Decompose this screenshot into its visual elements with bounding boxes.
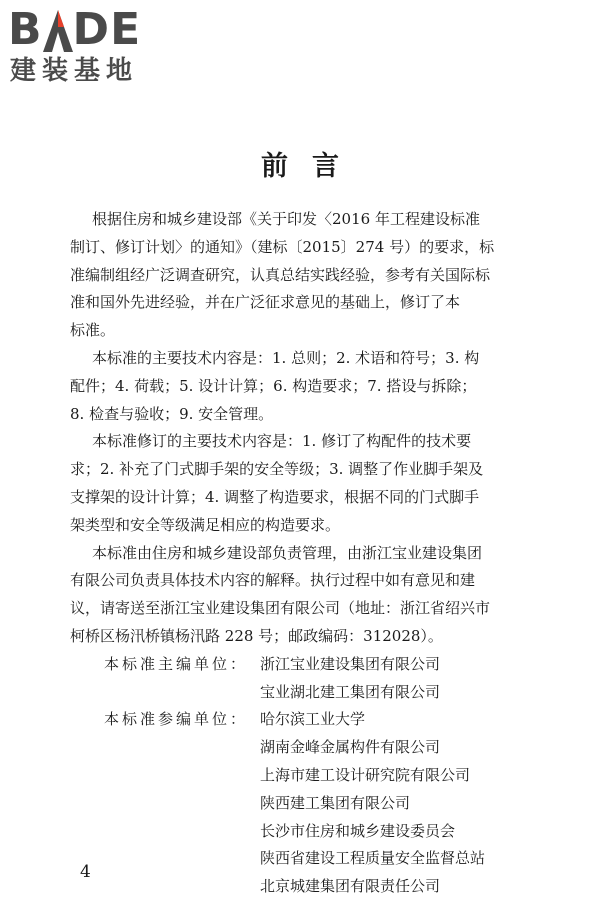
participating-units-label-spacer [92, 734, 260, 762]
logo-letters-prefix: B [8, 4, 43, 55]
paragraph-line: 根据住房和城乡建设部《关于印发〈2016 年工程建设标准 [92, 210, 480, 228]
chief-units-block [92, 651, 560, 707]
participating-units-label: 本标准参编单位： [104, 710, 249, 729]
logo-wordmark [8, 4, 178, 55]
participating-units-row [92, 790, 560, 818]
paragraph-line: 标准。 [70, 321, 116, 340]
participating-units-row [92, 845, 560, 873]
chief-units-row-1 [92, 651, 560, 679]
participating-units-row [92, 873, 560, 901]
paragraph-line: 本标准的主要技术内容是：1. 总则；2. 术语和符号；3. 构 [92, 348, 480, 367]
participating-unit-name: 湖南金峰金属构件有限公司 [260, 738, 441, 757]
participating-unit-name: 陕西建工集团有限公司 [260, 793, 411, 812]
preface-paragraph [70, 206, 560, 345]
paragraph-line: 8. 检查与验收；9. 安全管理。 [70, 404, 274, 423]
participating-units-label-spacer [92, 762, 260, 790]
preface-paragraph [70, 540, 560, 651]
paragraph-line: 本标准修订的主要技术内容是：1. 修订了构配件的技术要 [92, 432, 472, 451]
participating-unit-name: 哈尔滨工业大学 [260, 710, 366, 729]
participating-units-block [92, 706, 560, 901]
page-title: 前言 [261, 151, 363, 182]
chief-unit-name: 浙江宝业建设集团有限公司 [260, 654, 441, 673]
page-number: 4 [80, 862, 91, 882]
paragraph-line: 准编制组经广泛调查研究，认真总结实践经验，参考有关国际标 [70, 265, 491, 284]
participating-units-label-spacer [92, 845, 260, 873]
participating-units-row [92, 734, 560, 762]
paragraph-line: 准和国外先进经验，并在广泛征求意见的基础上，修订了本 [70, 293, 461, 312]
paragraph-line: 柯桥区杨汛桥镇杨汛路 228 号；邮政编码：312028）。 [70, 626, 443, 645]
chief-units-row-2 [92, 679, 560, 707]
document-body [70, 206, 560, 901]
brand-logo [8, 4, 178, 86]
participating-unit-name: 北京城建集团有限责任公司 [260, 877, 441, 896]
chief-units-label-spacer [92, 679, 260, 707]
paragraph-line: 配件；4. 荷载；5. 设计计算；6. 构造要求；7. 搭设与拆除； [70, 376, 477, 395]
logo-subtitle: 建装基地 [10, 56, 139, 86]
participating-units-row-1 [92, 706, 560, 734]
paragraph-line: 有限公司负责具体技术内容的解释。执行过程中如有意见和建 [70, 571, 476, 590]
participating-units-row [92, 818, 560, 846]
paragraph-line: 架类型和安全等级满足相应的构造要求。 [70, 515, 341, 534]
paragraph-line: 议，请寄送至浙江宝业建设集团有限公司（地址：浙江省绍兴市 [70, 599, 491, 618]
preface-paragraphs [70, 206, 560, 651]
preface-paragraph [70, 428, 560, 539]
participating-unit-name: 陕西省建设工程质量安全监督总站 [260, 849, 486, 868]
logo-letter-a [43, 8, 73, 52]
participating-units-label-spacer [92, 790, 260, 818]
participating-unit-name: 上海市建工设计研究院有限公司 [260, 765, 471, 784]
participating-unit-name: 长沙市住房和城乡建设委员会 [260, 821, 456, 840]
logo-a-icon [43, 10, 73, 52]
logo-letters-suffix: DE [72, 4, 142, 55]
paragraph-line: 支撑架的设计计算；4. 调整了构造要求，根据不同的门式脚手 [70, 487, 480, 506]
participating-units-label-spacer [92, 873, 260, 901]
participating-units-label-spacer [92, 818, 260, 846]
paragraph-line: 制订、修订计划〉的通知》（建标〔2015〕274 号）的要求，标 [70, 237, 495, 256]
chief-units-label: 本标准主编单位： [104, 654, 249, 673]
preface-paragraph [70, 345, 560, 428]
paragraph-line: 本标准由住房和城乡建设部负责管理，由浙江宝业建设集团 [92, 543, 483, 562]
participating-units-row [92, 762, 560, 790]
chief-unit-name: 宝业湖北建工集团有限公司 [260, 682, 441, 701]
paragraph-line: 求；2. 补充了门式脚手架的安全等级；3. 调整了作业脚手架及 [70, 460, 484, 479]
